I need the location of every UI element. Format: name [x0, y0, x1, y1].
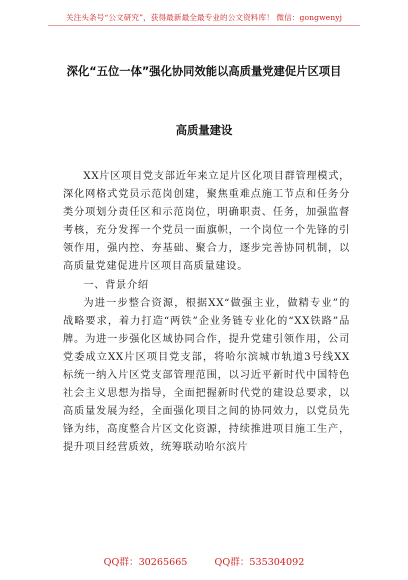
document-title-line-1: 深化“五位一体”强化协同效能以高质量党建促片区项目 — [66, 65, 342, 78]
qq-group-2: QQ群：535304092 — [214, 557, 305, 568]
page-footer — [0, 554, 408, 568]
document-title-line-2: 高质量建设 — [175, 124, 233, 137]
document-body — [63, 168, 350, 458]
intro-paragraph: XX片区项目党支部近年来立足片区化项目群管理模式，深化网格式党员示范岗创建，聚焦重难点施工节点和任务分类分项划分责任区和示范岗位，明确职责、任务，加强监督考核，充分发挥一个党员一面旗帜，一个岗位一个先锋的引领作用，强内控、夯基础、聚合力，逐步完善协同机制，以高质量党建促进片区项目高质量建设。 — [63, 171, 350, 273]
qq-group-1: QQ群：30265665 — [103, 557, 188, 568]
section-heading-background: 一、背景介绍 — [83, 279, 149, 291]
page-header-banner: 关注头条号“公文研究”，获得最新最全最专业的公文资料库！ 微信：gongwenyj — [65, 13, 343, 22]
background-paragraph: 为进一步整合资源，根据XX“做强主业，做精专业”的战略要求，着力打造“两铁”企业务链专业化的“XX铁路”品牌。为进一步强化区域协同合作，提升党建引领作用，公司党委成立XX片区项目党支部，将哈尔滨城市轨道3号线XX标统一纳入片区党支部管理范围，以习近平新时代中国特色社会主义思想为指导，全面把握新时代党的建设总要求，以高质量发展为经，全面强化项目之间的协同效力，以党员先锋为纬，高度整合片区文化资源，持续推进项目施工生产，提升项目经营质效，统筹联动哈尔滨片 — [63, 297, 350, 454]
header-divider — [48, 25, 360, 26]
